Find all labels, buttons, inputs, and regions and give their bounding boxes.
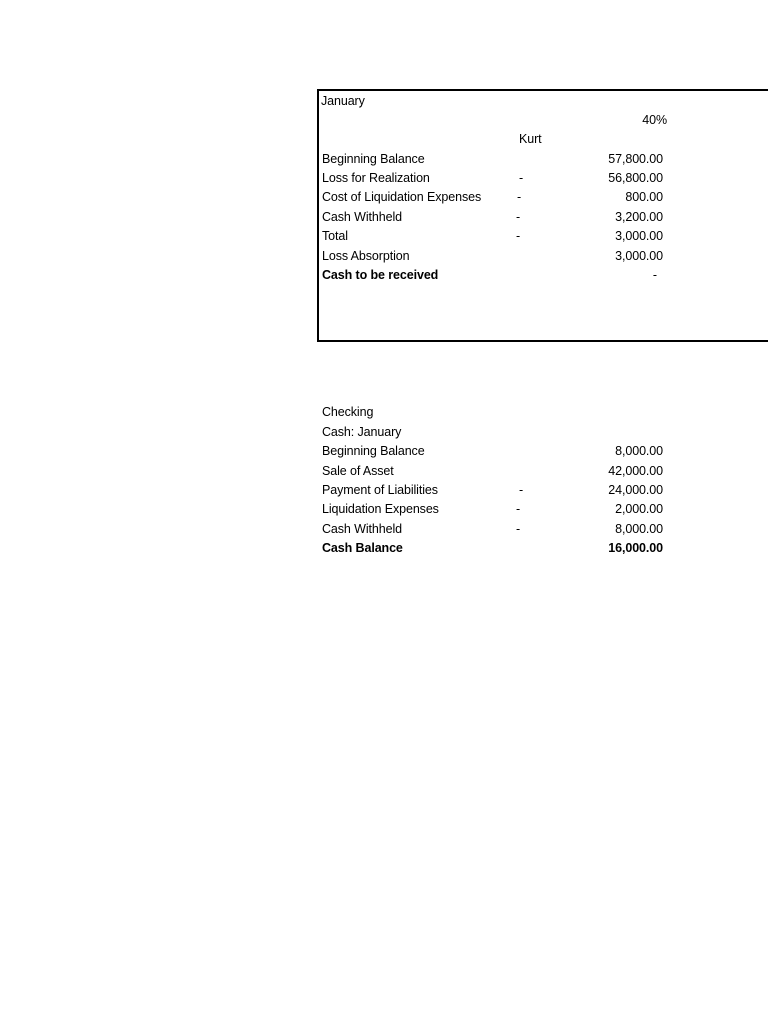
row-sign: - [519, 171, 524, 185]
row-value: 56,800.00 [608, 171, 663, 185]
row-label: Loss Absorption [322, 249, 410, 263]
row-label: Beginning Balance [322, 444, 425, 458]
row-value: 3,000.00 [615, 229, 663, 243]
row-label: Beginning Balance [322, 152, 425, 166]
row-sign: - [516, 502, 521, 516]
cash-to-receive-value: - [652, 268, 657, 282]
row-value: 3,200.00 [615, 210, 663, 224]
row-value: 3,000.00 [615, 249, 663, 263]
cash-to-receive-label: Cash to be received [322, 268, 439, 282]
row-sign: - [516, 210, 521, 224]
row-label: Loss for Realization [322, 171, 430, 185]
row-value: 800.00 [625, 190, 663, 204]
checking-subtitle: Cash: January [322, 425, 402, 439]
row-value: 2,000.00 [615, 502, 663, 516]
partner-name: Kurt [519, 132, 542, 146]
row-label: Cost of Liquidation Expenses [322, 190, 482, 204]
cash-balance-value: 16,000.00 [608, 541, 663, 555]
row-label: Total [322, 229, 348, 243]
row-label: Cash Withheld [322, 522, 402, 536]
row-value: 8,000.00 [615, 522, 663, 536]
row-sign: - [517, 190, 522, 204]
month-heading: January [321, 94, 365, 108]
row-label: Payment of Liabilities [322, 483, 438, 497]
row-value: 8,000.00 [615, 444, 663, 458]
checking-title: Checking [322, 405, 374, 419]
row-sign: - [519, 483, 524, 497]
row-value: 24,000.00 [608, 483, 663, 497]
cash-balance-label: Cash Balance [322, 541, 403, 555]
row-value: 57,800.00 [608, 152, 663, 166]
row-sign: - [516, 229, 521, 243]
row-value: 42,000.00 [608, 464, 663, 478]
row-sign: - [516, 522, 521, 536]
percent-share: 40% [642, 113, 667, 127]
row-label: Liquidation Expenses [322, 502, 439, 516]
row-label: Sale of Asset [322, 464, 394, 478]
row-label: Cash Withheld [322, 210, 402, 224]
